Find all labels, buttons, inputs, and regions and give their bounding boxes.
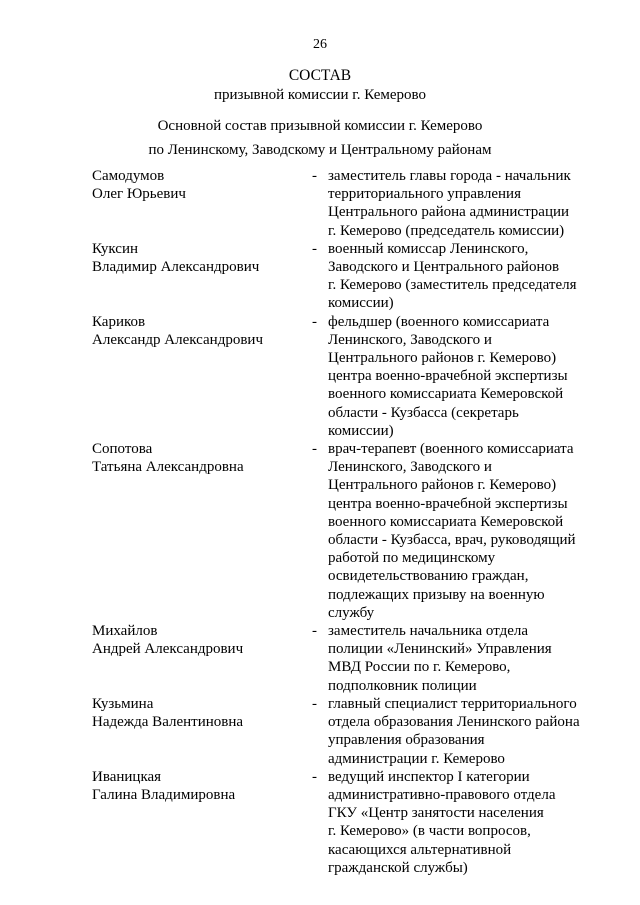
member-given-names: Александр Александрович: [92, 331, 263, 348]
section-subtitle: по Ленинскому, Заводскому и Центральному районам: [148, 142, 492, 158]
member-given-names: Надежда Валентиновна: [92, 714, 244, 731]
member-surname: Кариков: [92, 313, 146, 330]
role-line: освидетельствованию граждан,: [328, 568, 529, 585]
role-line: полиции «Ленинский» Управления: [328, 641, 552, 658]
role-line: Центрального района администрации: [328, 204, 570, 221]
member-surname: Кузьмина: [92, 695, 154, 712]
document-title: СОСТАВ: [288, 67, 352, 84]
role-line: комиссии): [328, 295, 394, 312]
role-line: административно-правового отдела: [328, 786, 556, 803]
role-line: г. Кемерово (председатель комиссии): [328, 222, 565, 239]
member-name: [92, 440, 312, 622]
role-line: МВД России по г. Кемерово,: [328, 659, 511, 676]
role-line: военного комиссариата Кемеровской: [328, 386, 564, 403]
role-line: ведущий инспектор I категории: [328, 768, 530, 785]
role-line: военный комиссар Ленинского,: [328, 240, 529, 257]
role-line: врач-терапевт (военного комиссариата: [328, 441, 574, 458]
role-line: главный специалист территориального: [328, 695, 577, 712]
role-line: работой по медицинскому: [328, 550, 496, 567]
member-name: [92, 240, 312, 313]
member-surname: Самодумов: [92, 168, 165, 184]
role-line: Центрального районов г. Кемерово): [328, 350, 557, 367]
members-list: [0, 167, 640, 877]
member-name: [92, 622, 312, 695]
role-line: центра военно-врачебной экспертизы: [328, 495, 568, 512]
role-line: территориального управления: [328, 186, 521, 203]
role-line: управления образования: [328, 732, 485, 749]
member-role: [328, 768, 598, 877]
role-line: подлежащих призыву на военную: [328, 586, 545, 603]
member-name: [92, 313, 312, 440]
member-role: [328, 313, 598, 440]
role-line: комиссии): [328, 422, 394, 439]
member-row: [0, 695, 640, 768]
member-role: [328, 167, 598, 240]
member-role: [328, 440, 598, 622]
role-line: фельдшер (военного комиссариата: [328, 313, 550, 330]
member-given-names: Владимир Александрович: [92, 259, 260, 276]
member-row: [0, 622, 640, 695]
page-number: 26: [313, 37, 327, 52]
member-row: [0, 167, 640, 240]
role-line: центра военно-врачебной экспертизы: [328, 368, 568, 385]
section-title: Основной состав призывной комиссии г. Кемерово: [157, 118, 483, 134]
dash-separator: -: [312, 441, 317, 458]
member-surname: Иваницкая: [92, 768, 162, 785]
role-line: касающихся альтернативной: [328, 841, 512, 858]
member-given-names: Андрей Александрович: [92, 641, 244, 658]
role-line: Центрального районов г. Кемерово): [328, 477, 557, 494]
member-name: [92, 768, 312, 877]
dash-separator: -: [312, 695, 317, 712]
dash-separator: -: [312, 240, 317, 257]
member-row: [0, 440, 640, 622]
member-surname: Сопотова: [92, 441, 153, 458]
role-line: Заводского и Центрального районов: [328, 259, 560, 276]
role-line: военного комиссариата Кемеровской: [328, 513, 564, 530]
member-row: [0, 240, 640, 313]
role-line: области - Кузбасса (секретарь: [328, 404, 519, 421]
role-line: заместитель начальника отдела: [328, 623, 528, 640]
member-given-names: Олег Юрьевич: [92, 186, 186, 203]
member-row: [0, 313, 640, 440]
role-line: г. Кемерово» (в части вопросов,: [328, 823, 531, 840]
role-line: гражданской службы): [328, 859, 468, 876]
member-given-names: Галина Владимировна: [92, 786, 236, 803]
member-given-names: Татьяна Александровна: [92, 459, 244, 476]
dash-separator: -: [312, 623, 317, 640]
role-line: Ленинского, Заводского и: [328, 459, 492, 476]
member-role: [328, 240, 598, 313]
role-line: области - Кузбасса, врач, руководящий: [328, 532, 576, 549]
member-surname: Куксин: [92, 240, 139, 257]
role-line: подполковник полиции: [328, 677, 477, 694]
document-subtitle: призывной комиссии г. Кемерово: [213, 87, 426, 103]
role-line: администрации г. Кемерово: [328, 750, 505, 767]
role-line: отдела образования Ленинского района: [328, 714, 580, 731]
dash-separator: -: [312, 313, 317, 330]
dash-separator: -: [312, 768, 317, 785]
member-row: [0, 768, 640, 877]
member-name: [92, 695, 312, 768]
member-surname: Михайлов: [92, 623, 158, 640]
role-line: Ленинского, Заводского и: [328, 331, 492, 348]
role-line: службу: [328, 604, 375, 621]
role-line: заместитель главы города - начальник: [328, 168, 571, 184]
member-role: [328, 622, 598, 695]
role-line: г. Кемерово (заместитель председателя: [328, 277, 577, 294]
dash-separator: -: [312, 168, 317, 184]
role-line: ГКУ «Центр занятости населения: [328, 805, 544, 822]
member-role: [328, 695, 598, 768]
member-name: [92, 167, 312, 240]
